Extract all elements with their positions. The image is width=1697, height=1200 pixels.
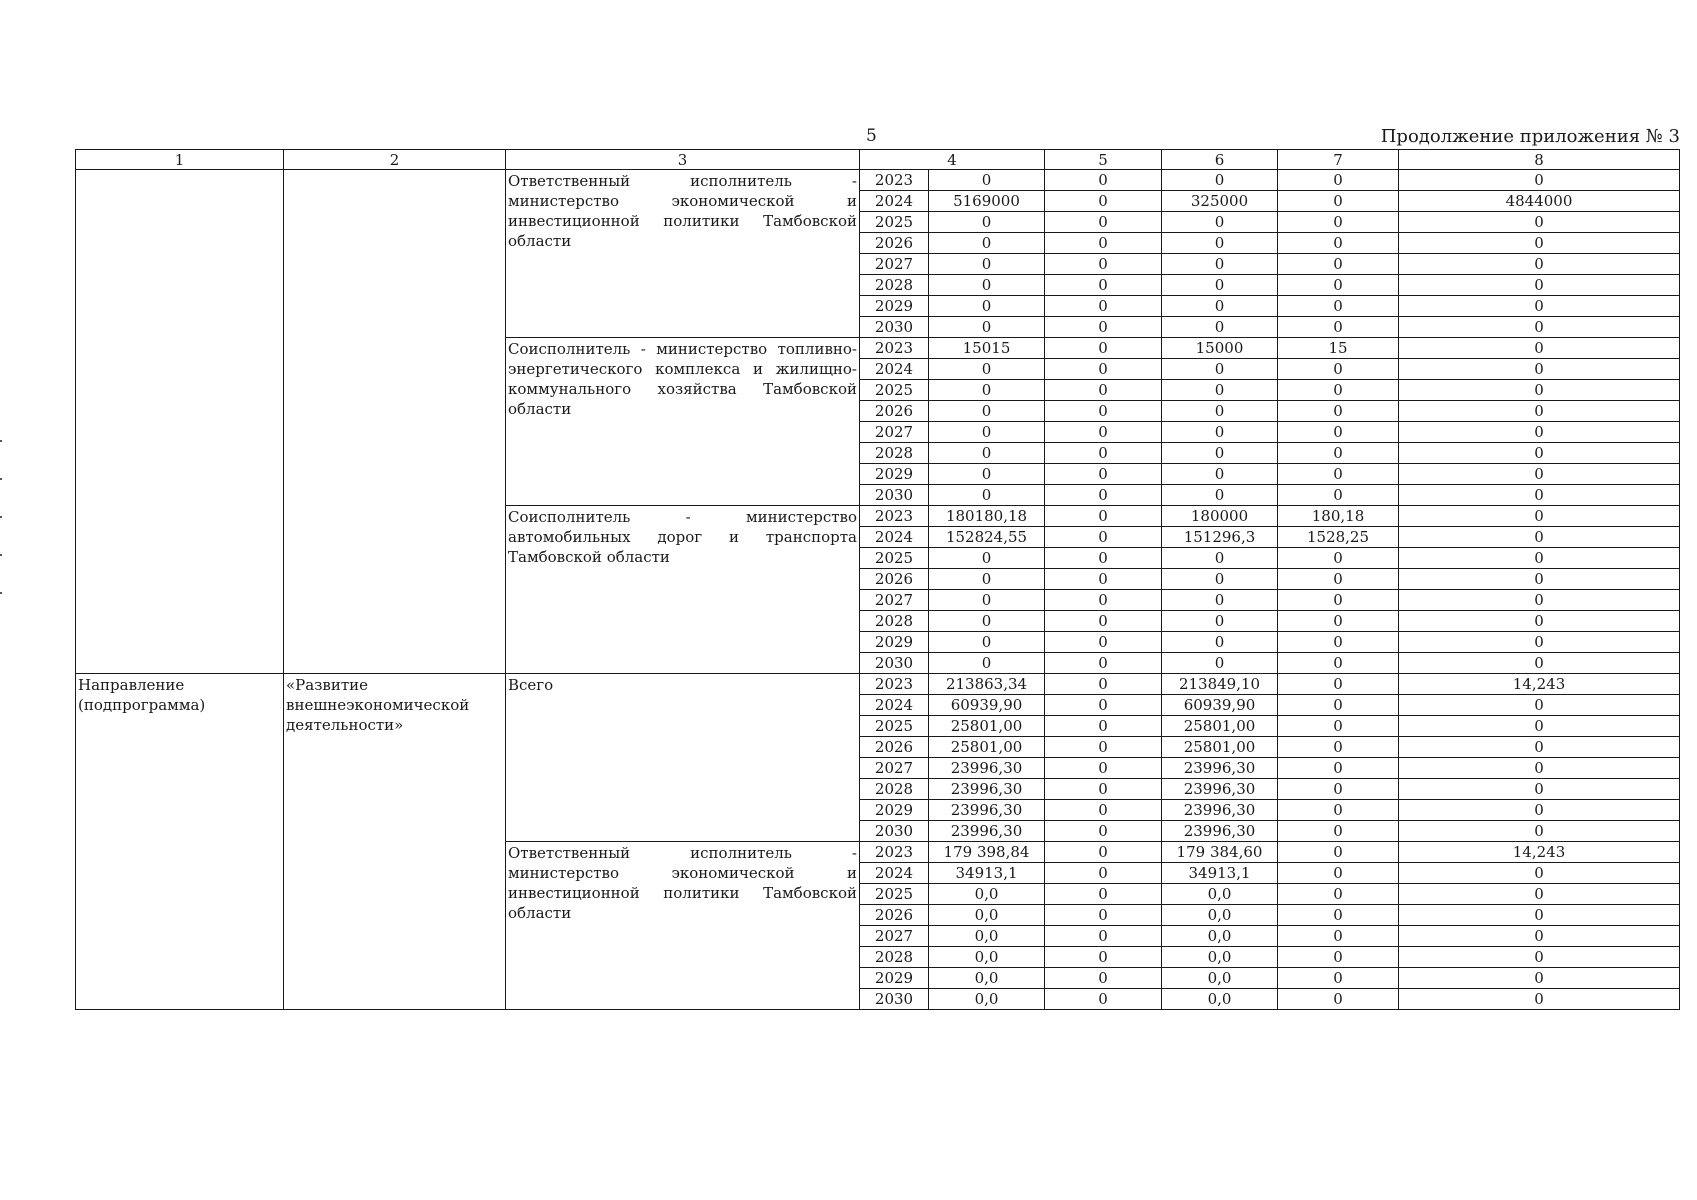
local-cell: 0: [1278, 905, 1399, 926]
federal-cell: 0: [1045, 443, 1162, 464]
federal-cell: 0: [1045, 989, 1162, 1010]
financing-table: [75, 149, 1680, 1010]
regional-cell: 23996,30: [1162, 800, 1278, 821]
total-cell: 179 398,84: [929, 842, 1045, 863]
year-cell: 2026: [860, 233, 929, 254]
total-cell: 15015: [929, 338, 1045, 359]
extra-budget-cell: 0: [1399, 170, 1680, 191]
federal-cell: 0: [1045, 821, 1162, 842]
extra-budget-cell: 0: [1399, 863, 1680, 884]
year-cell: 2030: [860, 653, 929, 674]
total-cell: 25801,00: [929, 737, 1045, 758]
total-cell: 0: [929, 380, 1045, 401]
local-cell: 0: [1278, 296, 1399, 317]
executor-cell: Всего: [506, 674, 860, 842]
total-cell: 0: [929, 233, 1045, 254]
extra-budget-cell: 0: [1399, 233, 1680, 254]
federal-cell: 0: [1045, 317, 1162, 338]
regional-cell: 0: [1162, 296, 1278, 317]
extra-budget-cell: 0: [1399, 968, 1680, 989]
total-cell: 0: [929, 569, 1045, 590]
year-cell: 2028: [860, 947, 929, 968]
regional-cell: 25801,00: [1162, 737, 1278, 758]
year-cell: 2023: [860, 842, 929, 863]
total-cell: 213863,34: [929, 674, 1045, 695]
local-cell: 0: [1278, 989, 1399, 1010]
local-cell: 0: [1278, 926, 1399, 947]
regional-cell: 0: [1162, 632, 1278, 653]
total-cell: 0: [929, 443, 1045, 464]
extra-budget-cell: 0: [1399, 821, 1680, 842]
federal-cell: 0: [1045, 653, 1162, 674]
year-cell: 2025: [860, 548, 929, 569]
year-cell: 2027: [860, 590, 929, 611]
federal-cell: 0: [1045, 296, 1162, 317]
extra-budget-cell: 0: [1399, 464, 1680, 485]
local-cell: 0: [1278, 548, 1399, 569]
local-cell: 0: [1278, 758, 1399, 779]
federal-cell: 0: [1045, 695, 1162, 716]
regional-cell: 0: [1162, 422, 1278, 443]
federal-cell: 0: [1045, 191, 1162, 212]
federal-cell: 0: [1045, 380, 1162, 401]
regional-cell: 0: [1162, 464, 1278, 485]
year-cell: 2028: [860, 611, 929, 632]
federal-cell: 0: [1045, 674, 1162, 695]
table-row: [76, 170, 1680, 191]
total-cell: 60939,90: [929, 695, 1045, 716]
scan-edge-marks: [0, 440, 3, 660]
federal-cell: 0: [1045, 485, 1162, 506]
local-cell: 0: [1278, 464, 1399, 485]
regional-cell: 0: [1162, 401, 1278, 422]
local-cell: 0: [1278, 968, 1399, 989]
regional-cell: 179 384,60: [1162, 842, 1278, 863]
year-cell: 2030: [860, 821, 929, 842]
local-cell: 1528,25: [1278, 527, 1399, 548]
local-cell: 0: [1278, 485, 1399, 506]
year-cell: 2030: [860, 317, 929, 338]
local-cell: 0: [1278, 737, 1399, 758]
regional-cell: 0: [1162, 590, 1278, 611]
header-cell-1: 1: [76, 150, 284, 170]
year-cell: 2025: [860, 212, 929, 233]
page-number: 5: [866, 126, 877, 146]
local-cell: 180,18: [1278, 506, 1399, 527]
extra-budget-cell: 0: [1399, 737, 1680, 758]
federal-cell: 0: [1045, 905, 1162, 926]
local-cell: 0: [1278, 779, 1399, 800]
extra-budget-cell: 0: [1399, 611, 1680, 632]
year-cell: 2026: [860, 401, 929, 422]
year-cell: 2025: [860, 716, 929, 737]
total-cell: 23996,30: [929, 800, 1045, 821]
total-cell: 23996,30: [929, 779, 1045, 800]
regional-cell: 0: [1162, 359, 1278, 380]
regional-cell: 0: [1162, 170, 1278, 191]
regional-cell: 15000: [1162, 338, 1278, 359]
header-cell-2: 2: [284, 150, 506, 170]
year-cell: 2024: [860, 191, 929, 212]
federal-cell: 0: [1045, 527, 1162, 548]
regional-cell: 23996,30: [1162, 758, 1278, 779]
total-cell: 0,0: [929, 905, 1045, 926]
total-cell: 152824,55: [929, 527, 1045, 548]
total-cell: 0: [929, 632, 1045, 653]
year-cell: 2028: [860, 779, 929, 800]
local-cell: 0: [1278, 317, 1399, 338]
direction-cell: Направление (подпрограмма): [76, 674, 284, 1010]
regional-cell: 0: [1162, 569, 1278, 590]
regional-cell: 0,0: [1162, 968, 1278, 989]
local-cell: 0: [1278, 254, 1399, 275]
total-cell: 34913,1: [929, 863, 1045, 884]
regional-cell: 213849,10: [1162, 674, 1278, 695]
total-cell: 0: [929, 317, 1045, 338]
appendix-caption: Продолжение приложения № 3: [1380, 126, 1680, 147]
local-cell: 0: [1278, 443, 1399, 464]
extra-budget-cell: 14,243: [1399, 842, 1680, 863]
year-cell: 2029: [860, 968, 929, 989]
extra-budget-cell: 0: [1399, 296, 1680, 317]
federal-cell: 0: [1045, 884, 1162, 905]
total-cell: 23996,30: [929, 821, 1045, 842]
local-cell: 0: [1278, 191, 1399, 212]
local-cell: 0: [1278, 653, 1399, 674]
extra-budget-cell: 0: [1399, 569, 1680, 590]
extra-budget-cell: 4844000: [1399, 191, 1680, 212]
regional-cell: 0,0: [1162, 926, 1278, 947]
total-cell: 0,0: [929, 884, 1045, 905]
federal-cell: 0: [1045, 779, 1162, 800]
local-cell: 0: [1278, 170, 1399, 191]
total-cell: 0: [929, 212, 1045, 233]
regional-cell: 60939,90: [1162, 695, 1278, 716]
extra-budget-cell: 0: [1399, 716, 1680, 737]
regional-cell: 0: [1162, 485, 1278, 506]
federal-cell: 0: [1045, 275, 1162, 296]
regional-cell: 25801,00: [1162, 716, 1278, 737]
federal-cell: 0: [1045, 926, 1162, 947]
year-cell: 2029: [860, 464, 929, 485]
subprogram-name-cell: [284, 170, 506, 674]
extra-budget-cell: 0: [1399, 758, 1680, 779]
total-cell: 25801,00: [929, 716, 1045, 737]
federal-cell: 0: [1045, 716, 1162, 737]
regional-cell: 0,0: [1162, 989, 1278, 1010]
local-cell: 0: [1278, 212, 1399, 233]
local-cell: 0: [1278, 611, 1399, 632]
total-cell: 0,0: [929, 926, 1045, 947]
header-cell-7: 7: [1278, 150, 1399, 170]
header-cell-3: 3: [506, 150, 860, 170]
year-cell: 2027: [860, 422, 929, 443]
total-cell: 0,0: [929, 989, 1045, 1010]
total-cell: 0: [929, 611, 1045, 632]
regional-cell: 0: [1162, 380, 1278, 401]
total-cell: 0,0: [929, 968, 1045, 989]
extra-budget-cell: 0: [1399, 905, 1680, 926]
regional-cell: 0: [1162, 611, 1278, 632]
year-cell: 2024: [860, 359, 929, 380]
regional-cell: 325000: [1162, 191, 1278, 212]
extra-budget-cell: 0: [1399, 401, 1680, 422]
year-cell: 2024: [860, 863, 929, 884]
federal-cell: 0: [1045, 401, 1162, 422]
extra-budget-cell: 0: [1399, 254, 1680, 275]
executor-cell: Соисполнитель - министерство топливно-энергетического комплекса и жилищно-коммунального хозяйства Тамбовской области: [506, 338, 860, 506]
extra-budget-cell: 0: [1399, 926, 1680, 947]
total-cell: 0: [929, 590, 1045, 611]
year-cell: 2029: [860, 800, 929, 821]
year-cell: 2027: [860, 254, 929, 275]
year-cell: 2023: [860, 170, 929, 191]
extra-budget-cell: 0: [1399, 527, 1680, 548]
extra-budget-cell: 0: [1399, 695, 1680, 716]
year-cell: 2023: [860, 506, 929, 527]
local-cell: 0: [1278, 569, 1399, 590]
extra-budget-cell: 0: [1399, 800, 1680, 821]
direction-cell: [76, 170, 284, 674]
federal-cell: 0: [1045, 758, 1162, 779]
year-cell: 2024: [860, 527, 929, 548]
extra-budget-cell: 0: [1399, 548, 1680, 569]
total-cell: 0: [929, 464, 1045, 485]
extra-budget-cell: 0: [1399, 947, 1680, 968]
total-cell: 0,0: [929, 947, 1045, 968]
federal-cell: 0: [1045, 842, 1162, 863]
regional-cell: 0: [1162, 443, 1278, 464]
regional-cell: 151296,3: [1162, 527, 1278, 548]
year-cell: 2030: [860, 485, 929, 506]
local-cell: 0: [1278, 821, 1399, 842]
local-cell: 0: [1278, 632, 1399, 653]
federal-cell: 0: [1045, 800, 1162, 821]
extra-budget-cell: 0: [1399, 989, 1680, 1010]
local-cell: 0: [1278, 422, 1399, 443]
federal-cell: 0: [1045, 464, 1162, 485]
federal-cell: 0: [1045, 632, 1162, 653]
extra-budget-cell: 0: [1399, 443, 1680, 464]
year-cell: 2029: [860, 632, 929, 653]
local-cell: 0: [1278, 695, 1399, 716]
extra-budget-cell: 0: [1399, 590, 1680, 611]
federal-cell: 0: [1045, 737, 1162, 758]
total-cell: 0: [929, 548, 1045, 569]
extra-budget-cell: 0: [1399, 779, 1680, 800]
extra-budget-cell: 0: [1399, 422, 1680, 443]
executor-cell: Ответственный исполнитель - министерство экономической и инвестиционной политики Тамбовской области: [506, 842, 860, 1010]
extra-budget-cell: 0: [1399, 359, 1680, 380]
extra-budget-cell: 0: [1399, 632, 1680, 653]
regional-cell: 0,0: [1162, 884, 1278, 905]
total-cell: 0: [929, 254, 1045, 275]
federal-cell: 0: [1045, 569, 1162, 590]
executor-cell: Ответственный исполнитель - министерство экономической и инвестиционной политики Тамбовской области: [506, 170, 860, 338]
local-cell: 0: [1278, 947, 1399, 968]
total-cell: 23996,30: [929, 758, 1045, 779]
year-cell: 2026: [860, 905, 929, 926]
year-cell: 2026: [860, 737, 929, 758]
total-cell: 0: [929, 296, 1045, 317]
regional-cell: 0,0: [1162, 905, 1278, 926]
regional-cell: 23996,30: [1162, 821, 1278, 842]
year-cell: 2027: [860, 926, 929, 947]
extra-budget-cell: 0: [1399, 485, 1680, 506]
local-cell: 0: [1278, 401, 1399, 422]
local-cell: 0: [1278, 359, 1399, 380]
year-cell: 2028: [860, 443, 929, 464]
header-cell-8: 8: [1399, 150, 1680, 170]
federal-cell: 0: [1045, 359, 1162, 380]
regional-cell: 0: [1162, 317, 1278, 338]
table-row: [76, 674, 1680, 695]
local-cell: 0: [1278, 674, 1399, 695]
extra-budget-cell: 0: [1399, 884, 1680, 905]
extra-budget-cell: 0: [1399, 506, 1680, 527]
extra-budget-cell: 14,243: [1399, 674, 1680, 695]
year-cell: 2025: [860, 380, 929, 401]
extra-budget-cell: 0: [1399, 212, 1680, 233]
total-cell: 0: [929, 653, 1045, 674]
federal-cell: 0: [1045, 170, 1162, 191]
executor-cell: Соисполнитель - министерство автомобильных дорог и транспорта Тамбовской области: [506, 506, 860, 674]
subprogram-name-cell: «Развитие внешнеэкономической деятельности»: [284, 674, 506, 1010]
total-cell: 0: [929, 401, 1045, 422]
header-cell-4: 4: [860, 150, 1045, 170]
header-cell-6: 6: [1162, 150, 1278, 170]
federal-cell: 0: [1045, 422, 1162, 443]
local-cell: 0: [1278, 590, 1399, 611]
total-cell: 5169000: [929, 191, 1045, 212]
year-cell: 2028: [860, 275, 929, 296]
federal-cell: 0: [1045, 212, 1162, 233]
year-cell: 2029: [860, 296, 929, 317]
extra-budget-cell: 0: [1399, 317, 1680, 338]
year-cell: 2026: [860, 569, 929, 590]
federal-cell: 0: [1045, 506, 1162, 527]
extra-budget-cell: 0: [1399, 380, 1680, 401]
regional-cell: 0: [1162, 653, 1278, 674]
regional-cell: 0: [1162, 275, 1278, 296]
local-cell: 0: [1278, 233, 1399, 254]
regional-cell: 34913,1: [1162, 863, 1278, 884]
federal-cell: 0: [1045, 590, 1162, 611]
local-cell: 15: [1278, 338, 1399, 359]
total-cell: 180180,18: [929, 506, 1045, 527]
extra-budget-cell: 0: [1399, 338, 1680, 359]
year-cell: 2025: [860, 884, 929, 905]
year-cell: 2027: [860, 758, 929, 779]
year-cell: 2023: [860, 338, 929, 359]
regional-cell: 23996,30: [1162, 779, 1278, 800]
year-cell: 2030: [860, 989, 929, 1010]
total-cell: 0: [929, 359, 1045, 380]
total-cell: 0: [929, 485, 1045, 506]
extra-budget-cell: 0: [1399, 275, 1680, 296]
federal-cell: 0: [1045, 548, 1162, 569]
regional-cell: 0: [1162, 233, 1278, 254]
extra-budget-cell: 0: [1399, 653, 1680, 674]
local-cell: 0: [1278, 380, 1399, 401]
total-cell: 0: [929, 170, 1045, 191]
total-cell: 0: [929, 275, 1045, 296]
federal-cell: 0: [1045, 338, 1162, 359]
federal-cell: 0: [1045, 947, 1162, 968]
federal-cell: 0: [1045, 254, 1162, 275]
year-cell: 2023: [860, 674, 929, 695]
year-cell: 2024: [860, 695, 929, 716]
regional-cell: 0: [1162, 254, 1278, 275]
header-row: [76, 150, 1680, 170]
local-cell: 0: [1278, 275, 1399, 296]
federal-cell: 0: [1045, 611, 1162, 632]
federal-cell: 0: [1045, 863, 1162, 884]
local-cell: 0: [1278, 716, 1399, 737]
regional-cell: 0: [1162, 212, 1278, 233]
local-cell: 0: [1278, 842, 1399, 863]
regional-cell: 180000: [1162, 506, 1278, 527]
header-cell-5: 5: [1045, 150, 1162, 170]
federal-cell: 0: [1045, 968, 1162, 989]
total-cell: 0: [929, 422, 1045, 443]
regional-cell: 0: [1162, 548, 1278, 569]
local-cell: 0: [1278, 884, 1399, 905]
federal-cell: 0: [1045, 233, 1162, 254]
regional-cell: 0,0: [1162, 947, 1278, 968]
local-cell: 0: [1278, 863, 1399, 884]
local-cell: 0: [1278, 800, 1399, 821]
